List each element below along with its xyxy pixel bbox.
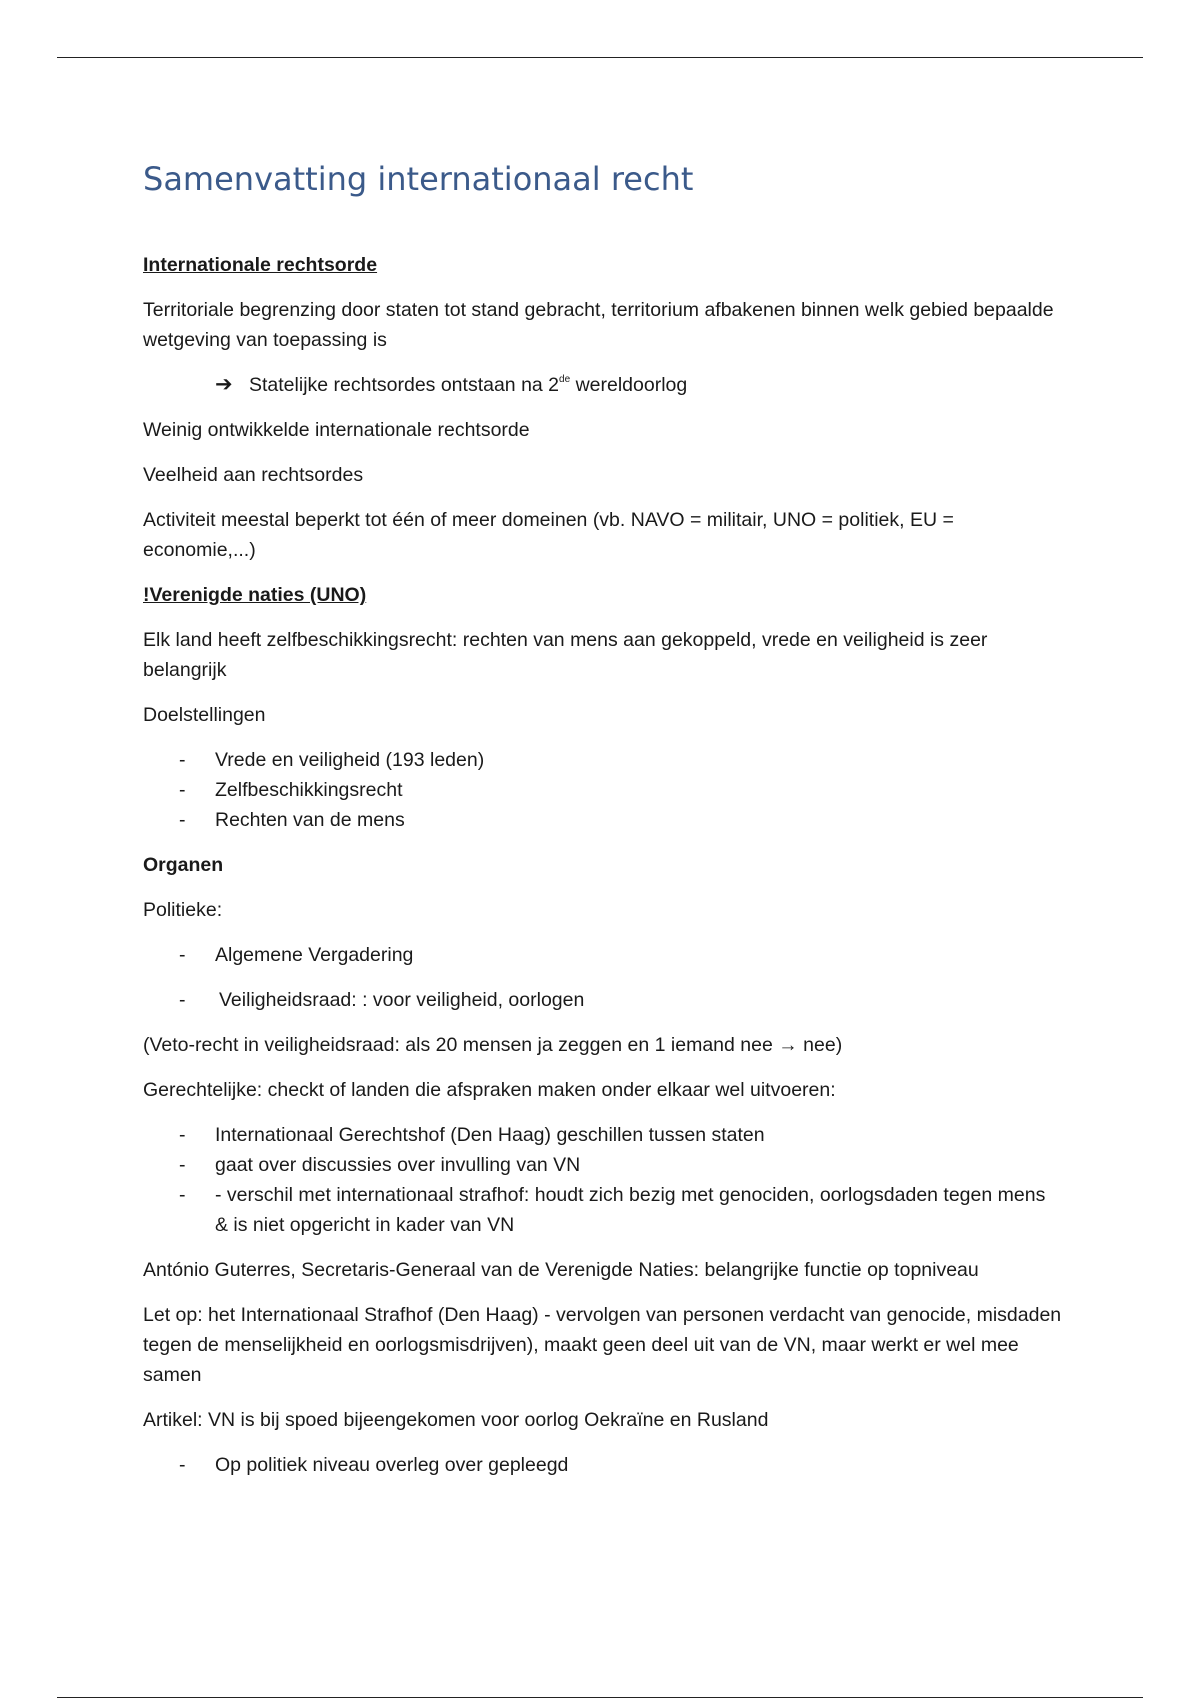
list-item (143, 775, 1063, 805)
dash-bullet: - (179, 944, 186, 967)
paragraph-artikel: Artikel: VN is bij spoed bijeengekomen voor oorlog Oekraïne en Rusland (143, 1409, 769, 1432)
list-item (143, 1120, 1063, 1150)
bottom-rule (57, 1697, 1143, 1698)
list-politieke (143, 940, 1063, 1015)
list-item (143, 745, 1063, 775)
label-politieke: Politieke: (143, 899, 223, 922)
arrow-right-icon: ➔ (215, 373, 233, 397)
list-doelstellingen (143, 745, 1063, 835)
paragraph-let-op: Let op: het Internationaal Strafhof (Den Haag) - vervolgen van personen verdacht van genocide, misdaden tegen de menselijkheid en oorlogsmisdrijven), maakt geen deel uit van de VN, maar werkt er wel mee samen (143, 1304, 1062, 1387)
heading-internationale-rechtsorde: Internationale rechtsorde (143, 254, 378, 277)
paragraph-veelheid: Veelheid aan rechtsordes (143, 464, 364, 487)
list-item (143, 805, 1063, 835)
veto-text-after: nee) (797, 1034, 843, 1057)
list-item (143, 940, 1063, 970)
list-item-text: Zelfbeschikkingsrecht (215, 779, 403, 802)
paragraph-veto-recht (143, 1030, 1063, 1060)
list-item (143, 985, 1063, 1015)
list-item-text: - verschil met internationaal strafhof: houdt zich bezig met genociden, oorlogsdaden tegen mens & is niet opgericht in kader van VN (215, 1184, 1046, 1237)
document-title: Samenvatting internationaal recht (143, 160, 694, 198)
dash-bullet: - (179, 989, 186, 1012)
label-gerechtelijke: Gerechtelijke: checkt of landen die afspraken maken onder elkaar wel uitvoeren: (143, 1079, 836, 1102)
arrow-bullet-text (249, 370, 687, 400)
list-item-text: Veiligheidsraad: : voor veiligheid, oorlogen (219, 989, 585, 1012)
arrow-text-after: wereldoorlog (570, 374, 688, 397)
paragraph-guterres: António Guterres, Secretaris-Generaal van de Verenigde Naties: belangrijke functie op topniveau (143, 1259, 979, 1282)
dash-bullet: - (179, 1124, 186, 1147)
list-item-text: Op politiek niveau overleg over gepleegd (215, 1454, 569, 1477)
paragraph-activiteit: Activiteit meestal beperkt tot één of meer domeinen (vb. NAVO = militair, UNO = politiek, EU = economie,...) (143, 509, 954, 562)
dash-bullet: - (179, 779, 186, 802)
document-body (143, 160, 1063, 1495)
dash-bullet: - (179, 749, 186, 772)
dash-bullet: - (179, 1184, 186, 1207)
arrow-right-icon: → (778, 1034, 798, 1057)
paragraph-zelfbeschikkingsrecht: Elk land heeft zelfbeschikkingsrecht: rechten van mens aan gekoppeld, vrede en veiligheid is zeer belangrijk (143, 629, 988, 682)
list-item-text: gaat over discussies over invulling van VN (215, 1154, 581, 1177)
list-artikel (143, 1450, 1063, 1480)
list-item (143, 1450, 1063, 1480)
list-item-text: Rechten van de mens (215, 809, 405, 832)
label-doelstellingen: Doelstellingen (143, 704, 266, 727)
list-item-text: Internationaal Gerechtshof (Den Haag) geschillen tussen staten (215, 1124, 765, 1147)
dash-bullet: - (179, 1454, 186, 1477)
veto-text-before: (Veto-recht in veiligheidsraad: als 20 mensen ja zeggen en 1 iemand nee (143, 1034, 779, 1057)
dash-bullet: - (179, 809, 186, 832)
paragraph-territoriale-begrenzing: Territoriale begrenzing door staten tot stand gebracht, territorium afbakenen binnen welk gebied bepaalde wetgeving van toepassing is (143, 299, 1054, 352)
heading-verenigde-naties: !Verenigde naties (UNO) (143, 584, 367, 607)
list-item-text: Algemene Vergadering (215, 944, 414, 967)
heading-organen: Organen (143, 854, 224, 877)
paragraph-weinig-ontwikkelde: Weinig ontwikkelde internationale rechtsorde (143, 419, 530, 442)
arrow-bullet-statelijke (215, 370, 1063, 400)
list-item-text: Vrede en veiligheid (193 leden) (215, 749, 485, 772)
arrow-text-before: Statelijke rechtsordes ontstaan na 2 (249, 374, 560, 397)
list-item (143, 1150, 1063, 1180)
list-item (143, 1180, 1063, 1240)
top-rule (57, 57, 1143, 58)
list-gerechtelijke (143, 1120, 1063, 1240)
ordinal-superscript: de (559, 373, 571, 385)
dash-bullet: - (179, 1154, 186, 1177)
